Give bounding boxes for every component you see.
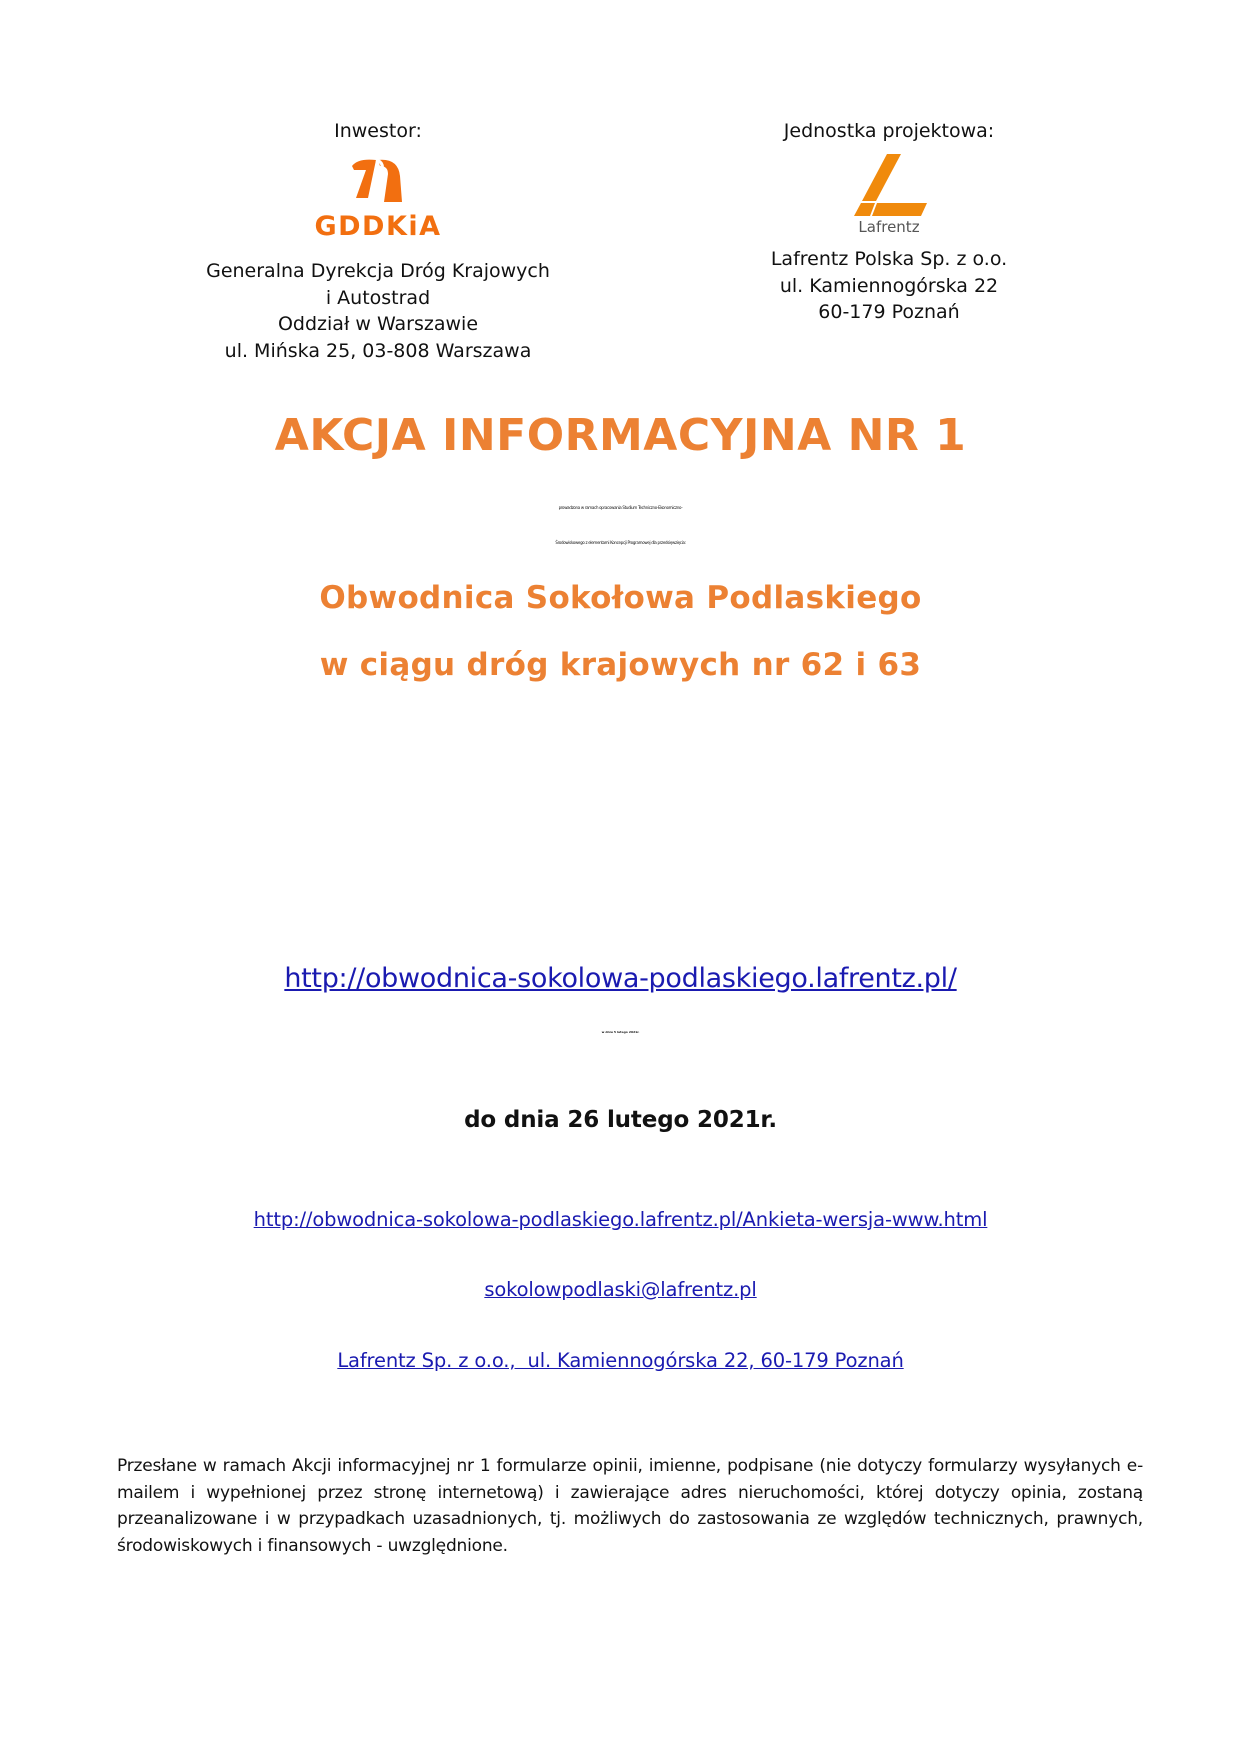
subtitle-line: Środowiskowego z elementami Koncepcji Programowej dla przedsięwzięcia: [555,540,686,545]
gddkia-logo [303,156,453,244]
lafrentz-logo [834,154,944,242]
subtitle [0,490,1241,560]
post-note [0,1375,1241,1403]
footnote: Przesłane w ramach Akcji informacyjnej nr 1 formularze opinii, imienne, podpisane (nie dotyczy formularzy wysyłanych e-mailem i wypełnionej przez stronę internetową) i zawierające adres nieruchomości, której dotyczy opinia, zostaną przeanalizowane i w przypadkach uzasadnionych, tj. możliwych do zastosowania ze względów technicznych, prawnych, środowiskowych i finansowych - uwzględnione. [117,1456,1143,1556]
project-name [0,565,1241,699]
invitation-line [0,810,1241,839]
invitation-line [0,753,1241,782]
project-name-line: w ciągu dróg krajowych nr 62 i 63 [319,647,922,683]
investor-label: Inwestor: [334,120,422,142]
invitation [0,753,1241,867]
investor-block [178,118,578,364]
designer-address-line: ul. Kamiennogórska 22 [779,274,999,297]
lafrentz-logo-text: Lafrentz [858,218,920,236]
gddkia-road-icon [348,156,408,206]
project-name-line: Obwodnica Sokołowa Podlaskiego [319,580,922,616]
designer-block [709,118,1069,326]
designer-address-line: Lafrentz Polska Sp. z o.o. [770,248,1008,270]
website-link[interactable]: http://obwodnica-sokolowa-podlaskiego.lafrentz.pl/ [284,963,957,994]
invitation-line [0,782,1241,811]
investor-address-line: ul. Mińska 25, 03-808 Warszawa [224,339,532,362]
post-address-link[interactable]: Lafrentz Sp. z o.o., ul. Kamiennogórska 22, 60-179 Poznań [337,1349,904,1372]
publish-date: w dniu 5 lutego 2021r. [601,1030,640,1034]
designer-address-line: 60-179 Poznań [818,301,960,323]
web-method-label [0,1178,1241,1206]
deadline-date: do dnia 26 lutego 2021r. [464,1107,777,1133]
page-title: AKCJA INFORMACYJNA NR 1 [274,410,967,461]
investor-address-line: Generalna Dyrekcja Dróg Krajowych [206,260,550,282]
designer-label: Jednostka projektowa: [783,120,995,142]
web-form-link[interactable]: http://obwodnica-sokolowa-podlaskiego.lafrentz.pl/Ankieta-wersja-www.html [253,1208,988,1231]
web-form-link-row [0,1206,1241,1240]
materials-text [0,922,1241,950]
investor-address-line: Oddział w Warszawie [277,313,479,335]
gddkia-logo-text: GDDKiA [314,211,442,242]
company-name [0,711,1241,739]
invitation-line [0,839,1241,868]
email-link[interactable]: sokolowpodlaski@lafrentz.pl [484,1278,757,1301]
investor-address-line: i Autostrad [325,286,431,309]
lafrentz-l-icon [849,154,929,216]
email-link-row [0,1276,1241,1310]
email-method-label [0,1248,1241,1276]
form-line [0,1136,1241,1164]
website-link-row [0,960,1241,1006]
post-method-label [0,1319,1241,1347]
subtitle-line: prowadzona w ramach opracowania Studium Techniczno-Ekonomiczno- [558,505,683,510]
